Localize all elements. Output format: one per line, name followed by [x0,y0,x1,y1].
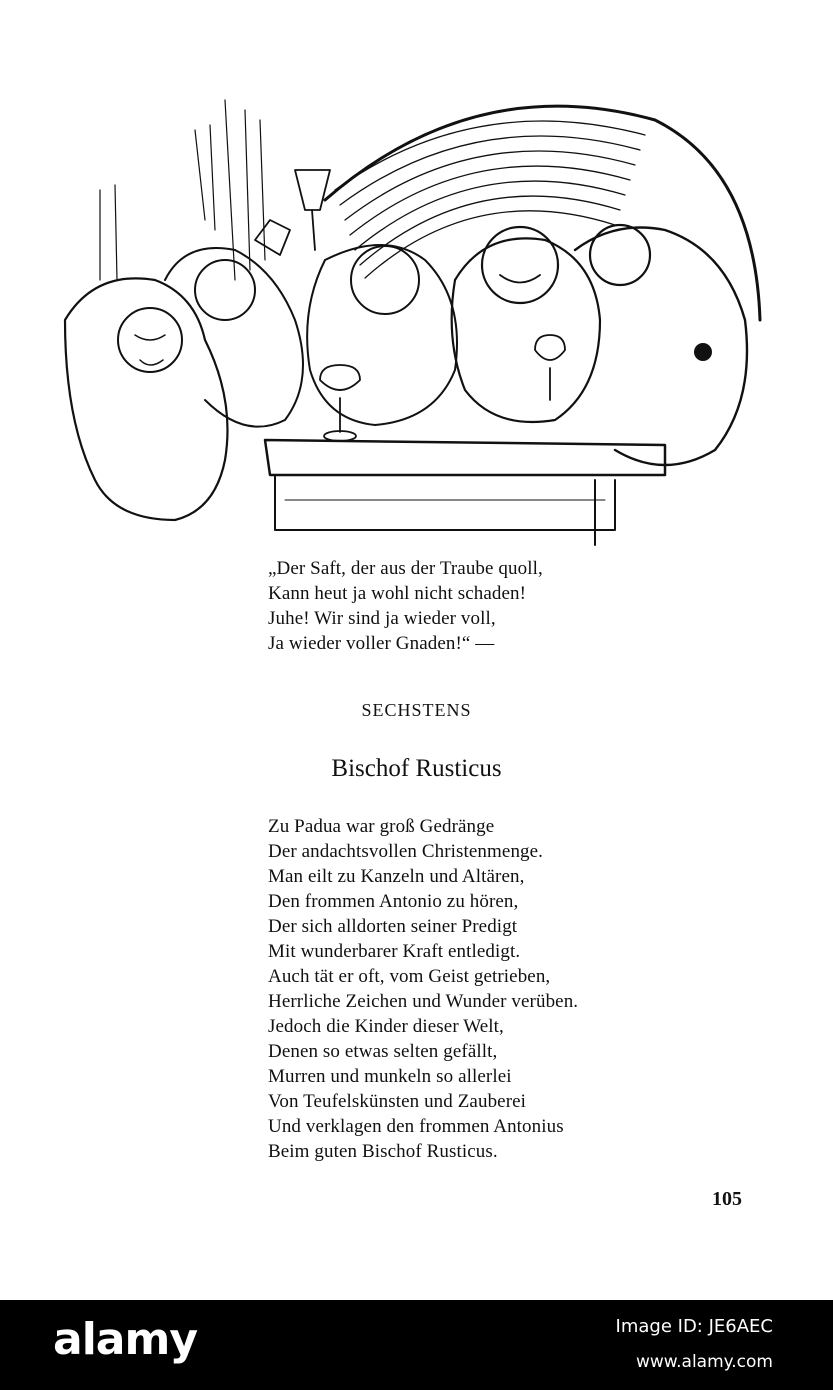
verse-line: Herrliche Zeichen und Wunder verüben. [268,991,579,1012]
monks-drinking-illustration [55,80,775,550]
verse-line: Zu Padua war groß Gedränge [268,816,495,837]
section-heading: SECHSTENS [361,700,472,720]
verse-line: Jedoch die Kinder dieser Welt, [268,1016,504,1037]
stock-watermark-bar [0,1300,833,1390]
verse-line: Ja wieder voller Gnaden!“ — [268,633,495,654]
verse-line: Murren und munkeln so allerlei [268,1066,512,1087]
verse-line: Der andachtsvollen Christenmenge. [268,841,544,862]
verse-line: Juhe! Wir sind ja wieder voll, [268,608,496,629]
verse-line: Den frommen Antonio zu hören, [268,891,519,912]
verse-line: Von Teufelskünsten und Zauberei [268,1091,527,1112]
poem-body [268,814,578,1164]
verse-line: Beim guten Bischof Rusticus. [268,1141,498,1162]
verse-line: Kann heut ja wohl nicht schaden! [268,583,527,604]
verse-line: Auch tät er oft, vom Geist getrieben, [268,966,551,987]
alamy-logo: alamy [53,1314,197,1365]
verse-line: „Der Saft, der aus der Traube quoll, [268,558,543,579]
verse-line: Und verklagen den frommen Antonius [268,1116,564,1137]
verse-line: Der sich alldorten seiner Predigt [268,916,518,937]
page-number: 105 [712,1188,742,1210]
site-url: www.alamy.com [635,1352,773,1372]
verse-line: Man eilt zu Kanzeln und Altären, [268,866,525,887]
image-id: Image ID: JE6AEC [615,1316,773,1337]
quote-stanza [268,556,543,656]
verse-line: Mit wunderbarer Kraft entledigt. [268,941,521,962]
verse-line: Denen so etwas selten gefällt, [268,1041,498,1062]
poem-title: Bischof Rusticus [331,755,502,782]
